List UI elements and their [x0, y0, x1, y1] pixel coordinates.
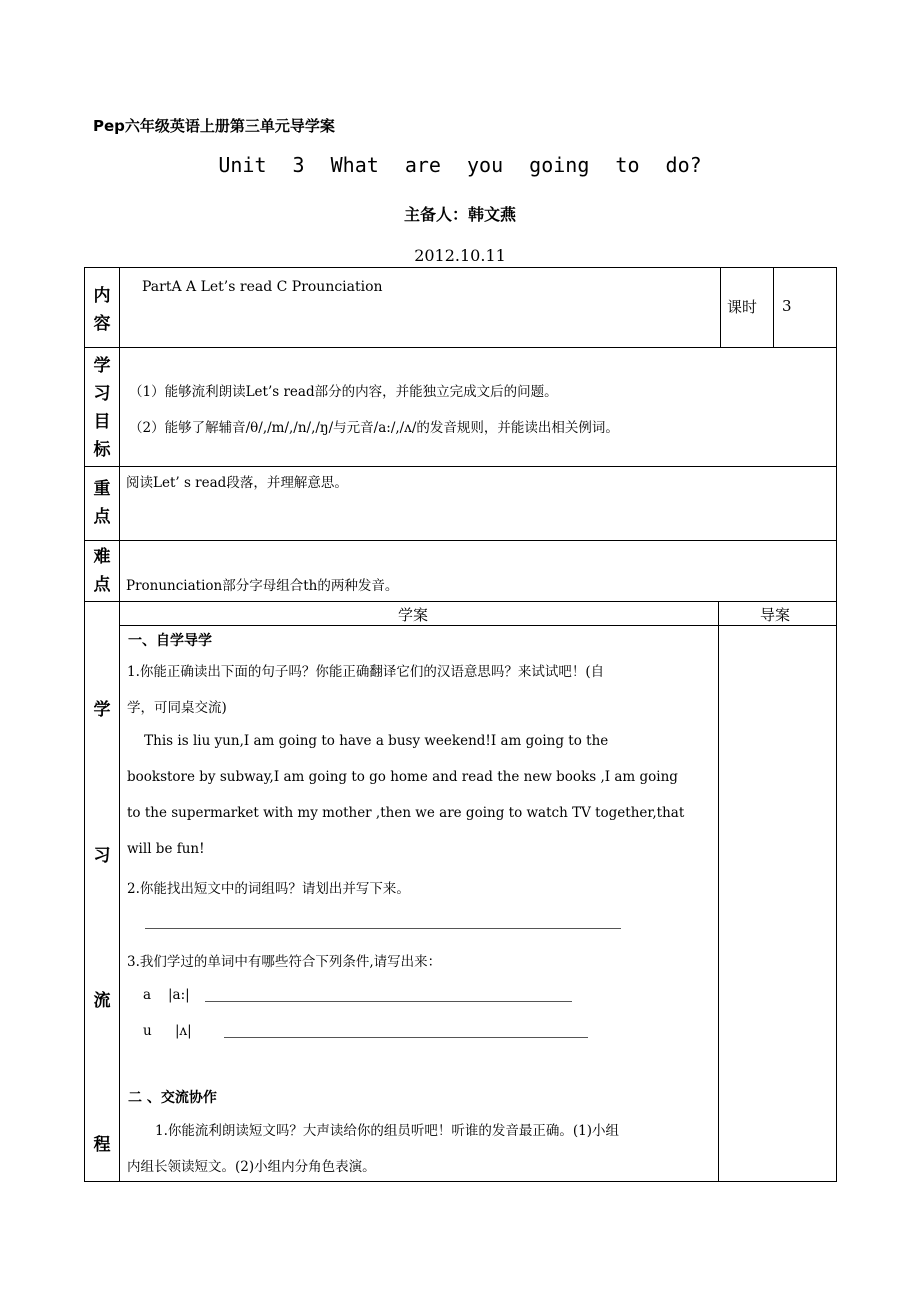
passage-line-2: bookstore by subway,I am going to go home and read the new books ,I am going — [127, 769, 678, 785]
table-border-top — [84, 267, 837, 268]
process-label-1: 学 — [93, 700, 111, 720]
content-text: PartA A Let’s read C Prounciation — [142, 279, 383, 295]
table-border-right — [836, 267, 837, 1182]
goals-label: 学 习 目 标 — [93, 356, 111, 460]
key-point-text: 阅读Let’ s read段落，并理解意思。 — [126, 475, 348, 491]
row-divider — [84, 347, 837, 348]
key-point-label: 重 点 — [93, 479, 111, 527]
row-divider — [84, 601, 837, 602]
task-1-line-1: 1.你能流利朗读短文吗？大声读给你的组员听吧！听谁的发音最正确。(1)小组 — [155, 1123, 620, 1139]
section-1-title: 一、自学导学 — [128, 633, 212, 649]
answer-line-vowel-u[interactable] — [224, 1037, 588, 1038]
vowel-a-letter: a — [143, 987, 152, 1003]
page-title: Unit 3 What are you going to do? — [218, 153, 702, 177]
goal-item-2: （2）能够了解辅音/θ/,/m/,/n/,/ŋ/与元音/a:/,/ʌ/的发音规则，并能读出相关例词。 — [129, 420, 619, 436]
goal-item-1: （1）能够流利朗读Let’s read部分的内容，并能独立完成文后的问题。 — [129, 384, 558, 400]
section-2-title: 二 、交流协作 — [128, 1090, 217, 1106]
table-border-left — [84, 267, 85, 1182]
question-3: 3.我们学过的单词中有哪些符合下列条件,请写出来： — [127, 954, 442, 970]
header-divider — [119, 625, 837, 626]
period-divider — [720, 267, 721, 347]
period-divider — [773, 267, 774, 347]
vowel-u-letter: u — [143, 1023, 152, 1039]
difficulty-label: 难 点 — [93, 547, 111, 595]
study-column-header: 学案 — [398, 606, 429, 624]
vowel-u-sound: |ʌ| — [175, 1023, 192, 1039]
period-value: 3 — [782, 297, 792, 315]
vowel-a-sound: |a:| — [168, 987, 190, 1003]
author-line: 主备人：韩文燕 — [403, 205, 516, 224]
content-label: 内 容 — [93, 286, 111, 334]
guide-column-divider — [718, 601, 719, 1182]
process-label-3: 流 — [93, 991, 111, 1011]
process-label-2: 习 — [93, 846, 111, 866]
answer-line-phrases[interactable] — [145, 928, 621, 929]
question-1-line-1: 1.你能正确读出下面的句子吗？你能正确翻译它们的汉语意思吗？来试试吧！(自 — [127, 664, 605, 680]
row-divider — [84, 540, 837, 541]
passage-line-4: will be fun! — [127, 841, 205, 857]
period-label: 课时 — [727, 298, 758, 316]
document-label: Pep六年级英语上册第三单元导学案 — [93, 117, 335, 135]
process-label-4: 程 — [93, 1135, 111, 1155]
row-divider — [84, 466, 837, 467]
date-line: 2012.10.11 — [414, 246, 506, 265]
passage-line-3: to the supermarket with my mother ,then we are going to watch TV together,that — [127, 805, 685, 821]
task-1-line-2: 内组长领读短文。(2)小组内分角色表演。 — [127, 1159, 376, 1175]
table-border-bottom — [84, 1181, 837, 1182]
answer-line-vowel-a[interactable] — [205, 1001, 572, 1002]
question-2: 2.你能找出短文中的词组吗？请划出并写下来。 — [127, 881, 410, 897]
label-column-divider — [119, 267, 120, 1182]
guide-column-header: 导案 — [760, 606, 791, 624]
difficulty-text: Pronunciation部分字母组合th的两种发音。 — [126, 578, 399, 594]
question-1-line-2: 学，可同桌交流) — [127, 700, 227, 716]
passage-line-1: This is liu yun,I am going to have a busy weekend!I am going to the — [127, 733, 609, 749]
